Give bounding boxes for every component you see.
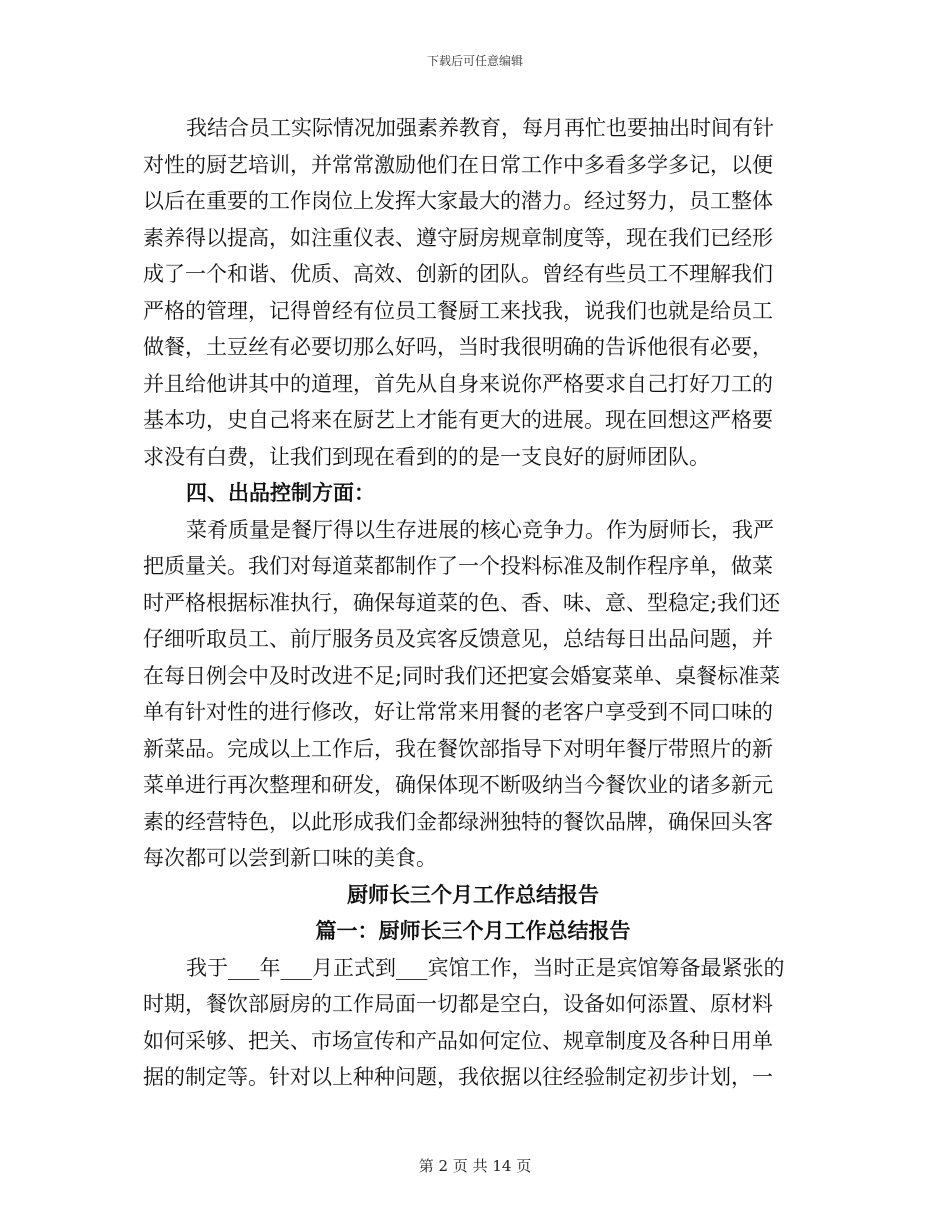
body-line: 菜肴质量是餐厅得以生存进展的核心竞争力。作为厨师长，我严 xyxy=(186,517,774,542)
body-line: 成了一个和谐、优质、高效、创新的团队。曾经有些员工不理解我们 xyxy=(143,262,773,286)
section-heading: 四、出品控制方面： xyxy=(186,480,375,505)
page-header: 下载后可任意编辑 xyxy=(426,54,523,68)
body-line: 我结合员工实际情况加强素养教育，每月再忙也要抽出时间有针 xyxy=(186,116,774,140)
body-line: 以后在重要的工作岗位上发挥大家最大的潜力。经过努力，员工整体 xyxy=(143,189,773,213)
body-line: 仔细听取员工、前厅服务员及宾客反馈意见，总结每日出品问题，并 xyxy=(143,627,773,651)
document-subtitle: 篇一：厨师长三个月工作总结报告 xyxy=(315,918,631,943)
body-line: 新菜品。完成以上工作后，我在餐饮部指导下对明年餐厅带照片的新 xyxy=(143,736,773,761)
body-line: 每次都可以尝到新口味的美食。 xyxy=(143,846,437,870)
page-number: 第 2 页 共 14 页 xyxy=(418,1157,532,1175)
body-line: 我于___年___月正式到___宾馆工作，当时正是宾馆筹备最紧张的 xyxy=(186,955,785,980)
body-line: 做餐，土豆丝有必要切那么好吗，当时我很明确的告诉他很有必要， xyxy=(143,335,773,359)
body-line: 如何采够、把关、市场宣传和产品如何定位、规章制度及各种日用单 xyxy=(143,1028,773,1053)
body-line: 单有针对性的进行修改，好让常常来用餐的老客户享受到不同口味的 xyxy=(143,700,773,724)
document-body xyxy=(143,110,803,1096)
body-line: 对性的厨艺培训，并常常激励他们在日常工作中多看多学多记，以便 xyxy=(143,152,773,177)
body-line: 把质量关。我们对每道菜都制作了一个投料标准及制作程序单，做菜 xyxy=(143,554,773,578)
body-line: 菜单进行再次整理和研发，确保体现不断吸纳当今餐饮业的诸多新元 xyxy=(143,773,773,797)
body-line: 严格的管理，记得曾经有位员工餐厨工来找我，说我们也就是给员工 xyxy=(143,298,773,323)
body-line: 在每日例会中及时改进不足;同时我们还把宴会婚宴菜单、桌餐标准菜 xyxy=(143,663,781,688)
document-title: 厨师长三个月工作总结报告 xyxy=(347,881,599,907)
body-line: 并且给他讲其中的道理，首先从自身来说你严格要求自己打好刀工的 xyxy=(143,371,773,396)
body-line: 时严格根据标准执行，确保每道菜的色、香、味、意、型稳定;我们还 xyxy=(143,590,781,615)
body-line: 基本功，史自己将来在厨艺上才能有更大的进展。现在回想这严格要 xyxy=(143,408,773,432)
body-line: 求没有白费，让我们到现在看到的的是一支良好的厨师团队。 xyxy=(143,444,710,469)
body-line: 素养得以提高，如注重仪表、遵守厨房规章制度等，现在我们已经形 xyxy=(143,225,773,250)
body-line: 据的制定等。针对以上种种问题，我依据以往经验制定初步计划，一 xyxy=(143,1065,773,1089)
body-line: 素的经营特色，以此形成我们金都绿洲独特的餐饮品牌，确保回头客 xyxy=(143,809,773,834)
body-line: 时期，餐饮部厨房的工作局面一切都是空白，设备如何添置、原材料 xyxy=(143,992,773,1016)
